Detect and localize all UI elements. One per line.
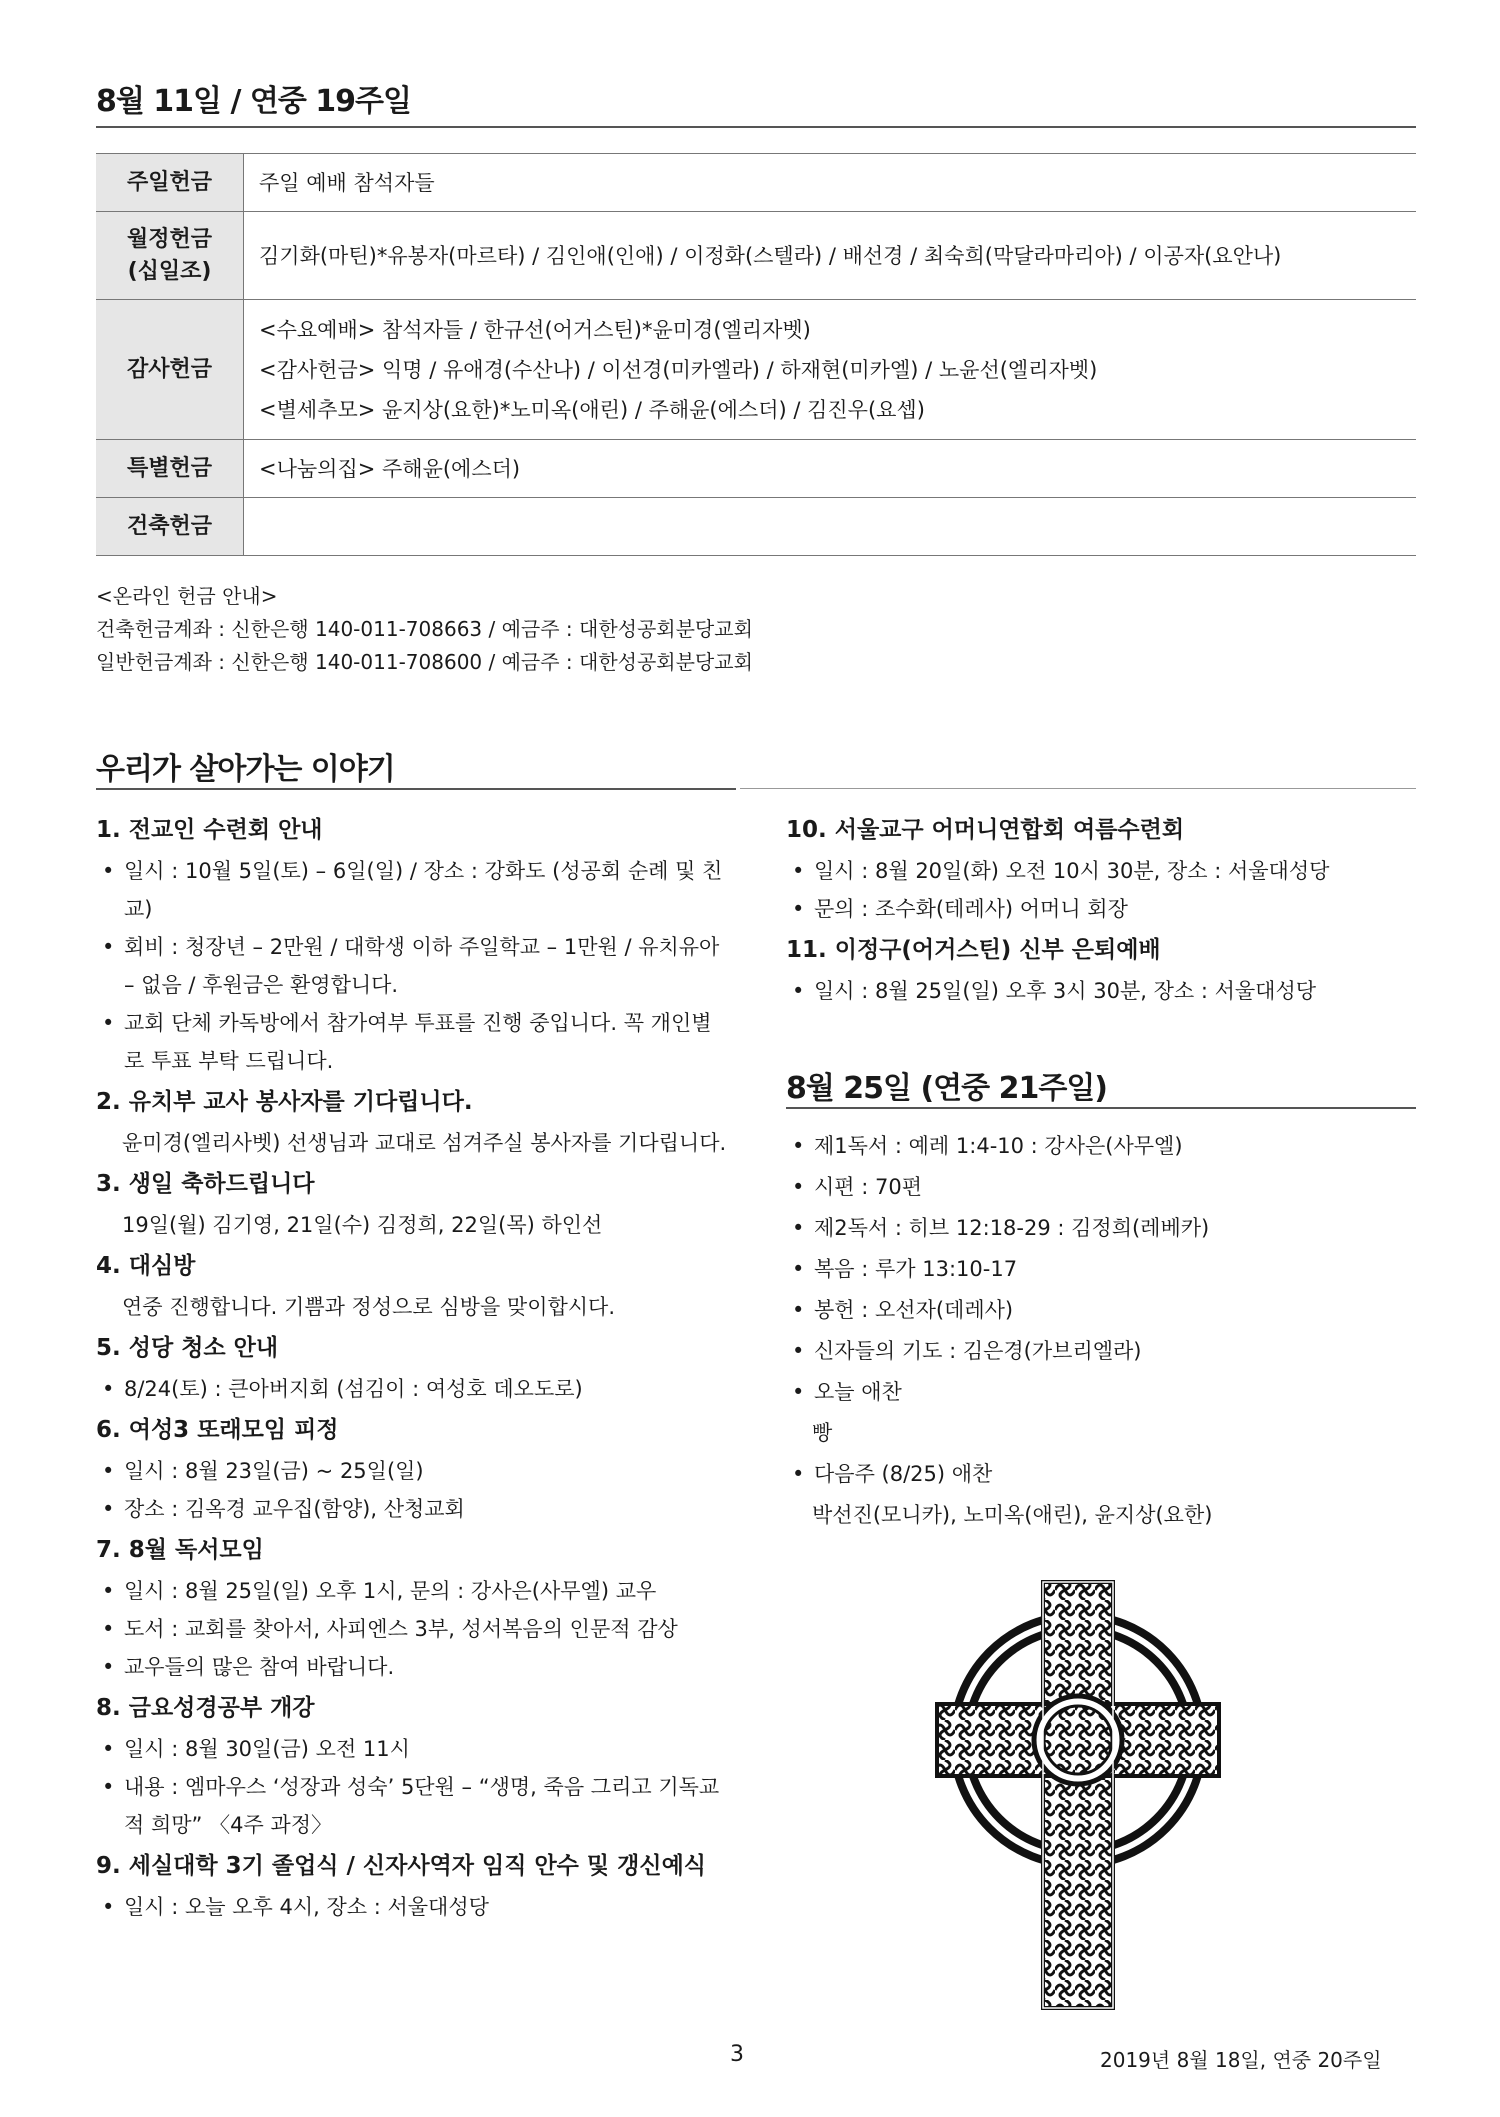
news-item: [786, 808, 1416, 928]
news-item-heading: 2. 유치부 교사 봉사자를 기다립니다.: [96, 1089, 473, 1115]
offering-names: [244, 212, 1417, 300]
offering-names: [244, 498, 1417, 556]
news-item: [96, 1528, 728, 1686]
bullet-item: [96, 1004, 728, 1080]
bullet-text: 봉헌 : 오선자(데레사): [814, 1298, 1014, 1322]
footer-date: 2019년 8월 18일, 연중 20주일: [1100, 2048, 1382, 2072]
news-rule-right: [740, 788, 1416, 789]
offering-label-line: (십일조): [127, 258, 212, 284]
offering-label-line: 특별헌금: [126, 455, 212, 481]
bullet-item: [96, 1610, 728, 1648]
next-sunday-title: 8월 25일 (연중 21주일): [786, 1071, 1108, 1106]
bullet-icon: •: [102, 1617, 115, 1641]
bullet-item: [96, 852, 728, 928]
bullet-item: [786, 890, 1416, 928]
news-item-heading: 9. 세실대학 3기 졸업식 / 신자사역자 임직 안수 및 갱신예식: [96, 1853, 707, 1879]
offering-label: [96, 440, 244, 498]
bullet-text: 신자들의 기도 : 김은경(가브리엘라): [814, 1339, 1142, 1363]
news-rule-left: [96, 788, 736, 790]
offering-row: [96, 440, 1416, 498]
news-right-column: [786, 808, 1416, 1010]
bullet-icon: •: [102, 1895, 115, 1919]
news-item: [96, 1844, 728, 1926]
offering-label-line: 건축헌금: [126, 513, 212, 539]
bullet-item: [786, 1167, 1416, 1208]
bullet-item: [96, 928, 728, 1004]
news-left-column: [96, 808, 728, 1926]
bullet-icon: •: [792, 1462, 805, 1486]
news-item: [96, 1686, 728, 1844]
bullet-item: [786, 972, 1416, 1010]
bullet-icon: •: [792, 897, 805, 921]
building-account: 건축헌금계좌 : 신한은행 140-011-708663 / 예금주 : 대한성공회분당교회: [96, 617, 753, 641]
offering-label: [96, 498, 244, 556]
bullet-icon: •: [102, 1737, 115, 1761]
bullet-item: [786, 1208, 1416, 1249]
bullet-item: [786, 1290, 1416, 1331]
bullet-icon: •: [792, 859, 805, 883]
news-item: [96, 1408, 728, 1528]
news-item: [96, 1244, 728, 1326]
bullet-item: [786, 852, 1416, 890]
bullet-item: [786, 1249, 1416, 1290]
bullet-item: [786, 1454, 1416, 1495]
page-number: 3: [730, 2042, 744, 2067]
bullet-icon: •: [102, 859, 115, 883]
news-item-heading: 10. 서울교구 어머니연합회 여름수련회: [786, 817, 1185, 843]
news-item-heading: 3. 생일 축하드립니다: [96, 1171, 315, 1197]
news-item: [96, 1326, 728, 1408]
offering-label-line: 감사헌금: [126, 356, 212, 382]
bullet-item: [96, 1452, 728, 1490]
bullet-text: 일시 : 8월 25일(일) 오후 3시 30분, 장소 : 서울대성당: [814, 979, 1317, 1003]
news-item-heading: 8. 금요성경공부 개강: [96, 1695, 315, 1721]
bullet-icon: •: [792, 1257, 805, 1281]
bullet-icon: •: [792, 1175, 805, 1199]
bullet-icon: •: [792, 979, 805, 1003]
bullet-text: 도서 : 교회를 찾아서, 사피엔스 3부, 성서복음의 인문적 감상: [124, 1617, 678, 1641]
bullet-item: [96, 1888, 728, 1926]
online-heading: <온라인 헌금 안내>: [96, 584, 278, 608]
offerings-table: [96, 153, 1416, 556]
bullet-item: [786, 1126, 1416, 1167]
news-item-heading: 11. 이정구(어거스틴) 신부 은퇴예배: [786, 937, 1161, 963]
offering-line: <감사헌금> 익명 / 유애경(수산나) / 이선경(미카엘라) / 하재현(미카엘) / 노윤선(엘리자벳): [259, 357, 1098, 382]
offering-row: [96, 498, 1416, 556]
plain-line: 박선진(모니카), 노미옥(애린), 윤지상(요한): [812, 1503, 1213, 1527]
offering-names: [244, 300, 1417, 440]
offering-row: [96, 212, 1416, 300]
bullet-icon: •: [102, 1377, 115, 1401]
bullet-text: 회비 : 청장년 – 2만원 / 대학생 이하 주일학교 – 1만원 / 유치유아 – 없음 / 후원금은 환영합니다.: [124, 935, 720, 997]
offering-names: [244, 154, 1417, 212]
bullet-icon: •: [102, 1011, 115, 1035]
celtic-cross-icon: [935, 1580, 1221, 2010]
news-title: 우리가 살아가는 이야기: [96, 752, 395, 787]
bullet-item: [96, 1768, 728, 1844]
bullet-text: 일시 : 8월 25일(일) 오후 1시, 문의 : 강사은(사무엘) 교우: [124, 1579, 657, 1603]
title-rule: [96, 126, 1416, 128]
bullet-icon: •: [792, 1380, 805, 1404]
news-item-heading: 4. 대심방: [96, 1253, 196, 1279]
offering-line: 김기화(마틴)*유봉자(마르타) / 김인애(인애) / 이정화(스텔라) / 배선경 / 최숙희(막달라마리아) / 이공자(요안나): [259, 243, 1282, 268]
bullet-text: 문의 : 조수화(테레사) 어머니 회장: [814, 897, 1128, 921]
news-item: [786, 928, 1416, 1010]
bullet-icon: •: [102, 1775, 115, 1799]
offering-row: [96, 154, 1416, 212]
news-item-heading: 5. 성당 청소 안내: [96, 1335, 279, 1361]
offerings-title: 8월 11일 / 연중 19주일: [96, 84, 411, 119]
bullet-text: 일시 : 8월 23일(금) ~ 25일(일): [124, 1459, 424, 1483]
offering-label: [96, 154, 244, 212]
bullet-text: 교회 단체 카독방에서 참가여부 투표를 진행 중입니다. 꼭 개인별로 투표 부탁 드립니다.: [124, 1011, 712, 1073]
news-item: [96, 1162, 728, 1244]
offering-line: 주일 예배 참석자들: [259, 170, 435, 195]
bullet-text: 일시 : 10월 5일(토) – 6일(일) / 장소 : 강화도 (성공회 순례 및 친교): [124, 859, 723, 921]
offering-line: <별세추모> 윤지상(요한)*노미옥(애린) / 주해윤(에스더) / 김진우(요셉): [259, 397, 925, 422]
bullet-item: [786, 1372, 1416, 1413]
bullet-text: 교우들의 많은 참여 바랍니다.: [124, 1655, 395, 1679]
bullet-text: 다음주 (8/25) 애찬: [814, 1462, 993, 1486]
plain-line: 연중 진행합니다. 기쁨과 정성으로 심방을 맞이합시다.: [122, 1295, 616, 1319]
news-item-heading: 1. 전교인 수련회 안내: [96, 817, 323, 843]
offering-row: [96, 300, 1416, 440]
news-item-heading: 6. 여성3 또래모임 피정: [96, 1417, 339, 1443]
plain-line: 윤미경(엘리사벳) 선생님과 교대로 섬겨주실 봉사자를 기다립니다.: [122, 1131, 727, 1155]
offering-label: [96, 212, 244, 300]
bullet-icon: •: [102, 1497, 115, 1521]
plain-line: 빵: [812, 1421, 833, 1445]
bullet-icon: •: [102, 1459, 115, 1483]
bullet-icon: •: [792, 1339, 805, 1363]
bullet-text: 오늘 애찬: [814, 1380, 902, 1404]
bullet-icon: •: [102, 1655, 115, 1679]
bullet-text: 제1독서 : 예레 1:4-10 : 강사은(사무엘): [814, 1134, 1183, 1158]
bullet-icon: •: [792, 1216, 805, 1240]
news-item-heading: 7. 8월 독서모임: [96, 1537, 264, 1563]
offering-label: [96, 300, 244, 440]
bullet-text: 장소 : 김옥경 교우집(함양), 산청교회: [124, 1497, 465, 1521]
offering-line: <나눔의집> 주해윤(에스더): [259, 456, 521, 481]
bullet-text: 내용 : 엠마우스 ‘성장과 성숙’ 5단원 – “생명, 죽음 그리고 기독교적 희망” 〈4주 과정〉: [124, 1775, 720, 1837]
next-sunday-rule: [786, 1107, 1416, 1109]
bullet-text: 8/24(토) : 큰아버지회 (섬김이 : 여성호 데오도로): [124, 1377, 583, 1401]
general-account: 일반헌금계좌 : 신한은행 140-011-708600 / 예금주 : 대한성공회분당교회: [96, 650, 753, 674]
bullet-item: [96, 1730, 728, 1768]
bullet-text: 복음 : 루가 13:10-17: [814, 1257, 1018, 1281]
bullet-icon: •: [102, 1579, 115, 1603]
bullet-item: [96, 1648, 728, 1686]
bullet-item: [96, 1490, 728, 1528]
bullet-icon: •: [102, 935, 115, 959]
offering-line: <수요예배> 참석자들 / 한규선(어거스틴)*윤미경(엘리자벳): [259, 317, 811, 342]
bullet-icon: •: [792, 1134, 805, 1158]
bullet-text: 시편 : 70편: [814, 1175, 923, 1199]
offering-names: [244, 440, 1417, 498]
offering-label-line: 주일헌금: [126, 169, 212, 195]
bullet-item: [96, 1370, 728, 1408]
next-sunday-items: [786, 1126, 1416, 1536]
bullet-text: 제2독서 : 히브 12:18-29 : 김정희(레베카): [814, 1216, 1210, 1240]
offering-label-line: 월정헌금: [126, 226, 212, 252]
news-item: [96, 1080, 728, 1162]
online-offering-info: [96, 580, 753, 679]
plain-line: 19일(월) 김기영, 21일(수) 김정희, 22일(목) 하인선: [122, 1213, 603, 1237]
bullet-text: 일시 : 오늘 오후 4시, 장소 : 서울대성당: [124, 1895, 489, 1919]
bullet-icon: •: [792, 1298, 805, 1322]
bullet-item: [96, 1572, 728, 1610]
bullet-text: 일시 : 8월 20일(화) 오전 10시 30분, 장소 : 서울대성당: [814, 859, 1330, 883]
news-item: [96, 808, 728, 1080]
bullet-text: 일시 : 8월 30일(금) 오전 11시: [124, 1737, 410, 1761]
bullet-item: [786, 1331, 1416, 1372]
next-sunday-list: [786, 1126, 1416, 1536]
